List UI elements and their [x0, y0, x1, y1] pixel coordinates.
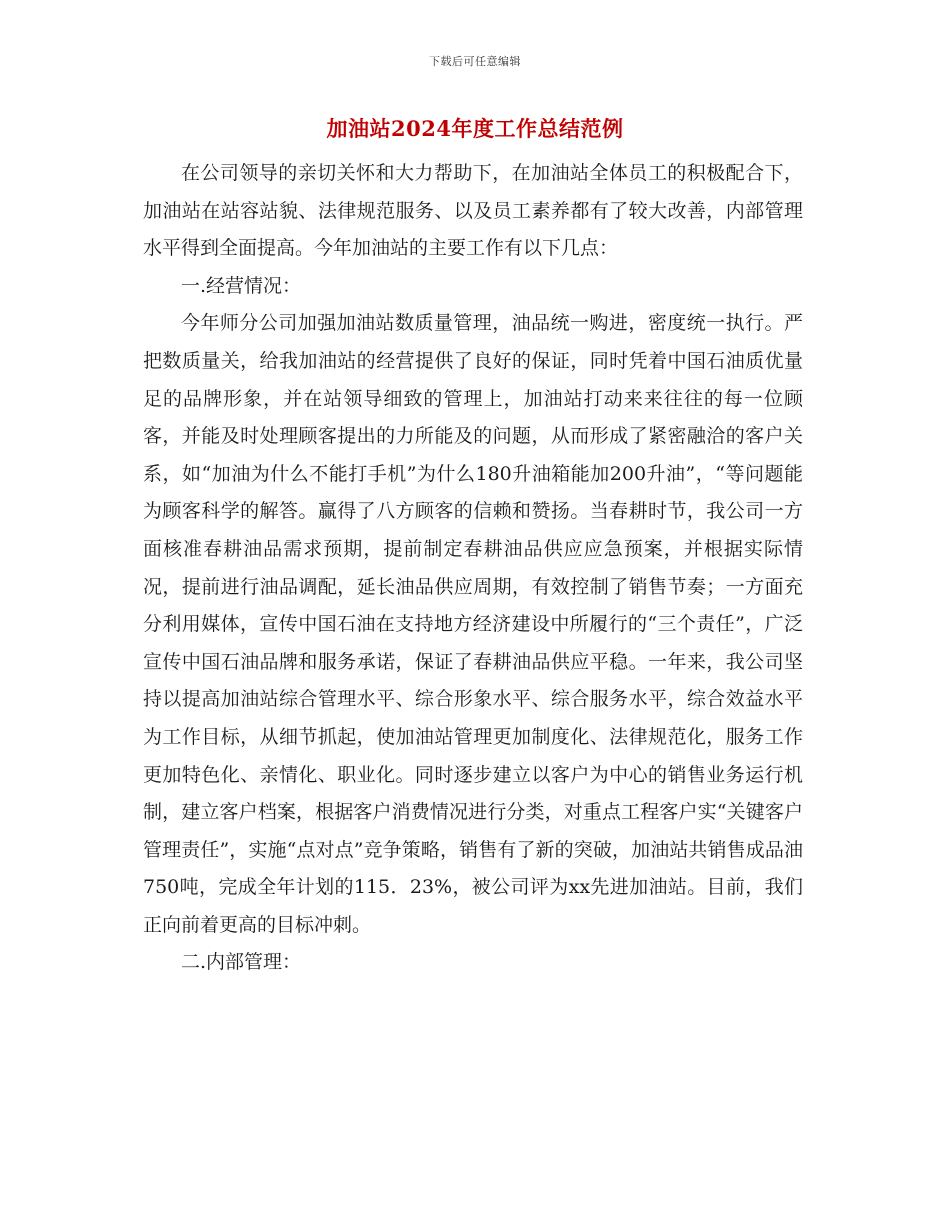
section-heading-1: 一.经营情况： — [181, 274, 302, 297]
paragraph-intro: 在公司领导的亲切关怀和大力帮助下，在加油站全体员工的积极配合下，加油站在站容站貌、法律规范服务、以及员工素养都有了较大改善，内部管理水平得到全面提高。今年加油站的主要工作有以下几点： — [143, 162, 803, 260]
document-title: 加油站2024年度工作总结范例 — [326, 116, 624, 141]
document-body — [143, 155, 803, 982]
paragraph-operations: 今年师分公司加强加油站数质量管理，油品统一购进，密度统一执行。严把数质量关，给我加油站的经营提供了良好的保证，同时凭着中国石油质优量足的品牌形象，并在站领导细致的管理上，加油站打动来来往往的每一位顾客，并能及时处理顾客提出的力所能及的问题，从而形成了紧密融洽的客户关系，如“加油为什么不能打手机”为什么180升油箱能加200升油”，“等问题能为顾客科学的解答。赢得了八方顾客的信赖和赞扬。当春耕时节，我公司一方面核准春耕油品需求预期，提前制定春耕油品供应应急预案，并根据实际情况，提前进行油品调配，延长油品供应周期，有效控制了销售节奏；一方面充分利用媒体，宣传中国石油在支持地方经济建设中所履行的“三个责任”，广泛宣传中国石油品牌和服务承诺，保证了春耕油品供应平稳。一年来，我公司坚持以提高加油站综合管理水平、综合形象水平、综合服务水平，综合效益水平为工作目标，从细节抓起，使加油站管理更加制度化、法律规范化，服务工作更加特色化、亲情化、职业化。同时逐步建立以客户为中心的销售业务运行机制，建立客户档案，根据客户消费情况进行分类，对重点工程客户实“关键客户管理责任”，实施“点对点”竞争策略，销售有了新的突破，加油站共销售成品油750吨，完成全年计划的115．23%，被公司评为xx先进加油站。目前，我们正向前着更高的目标冲刺。 — [143, 312, 803, 936]
section-heading-2: 二.内部管理： — [181, 951, 302, 974]
page-header: 下载后可任意编辑 — [429, 55, 521, 68]
